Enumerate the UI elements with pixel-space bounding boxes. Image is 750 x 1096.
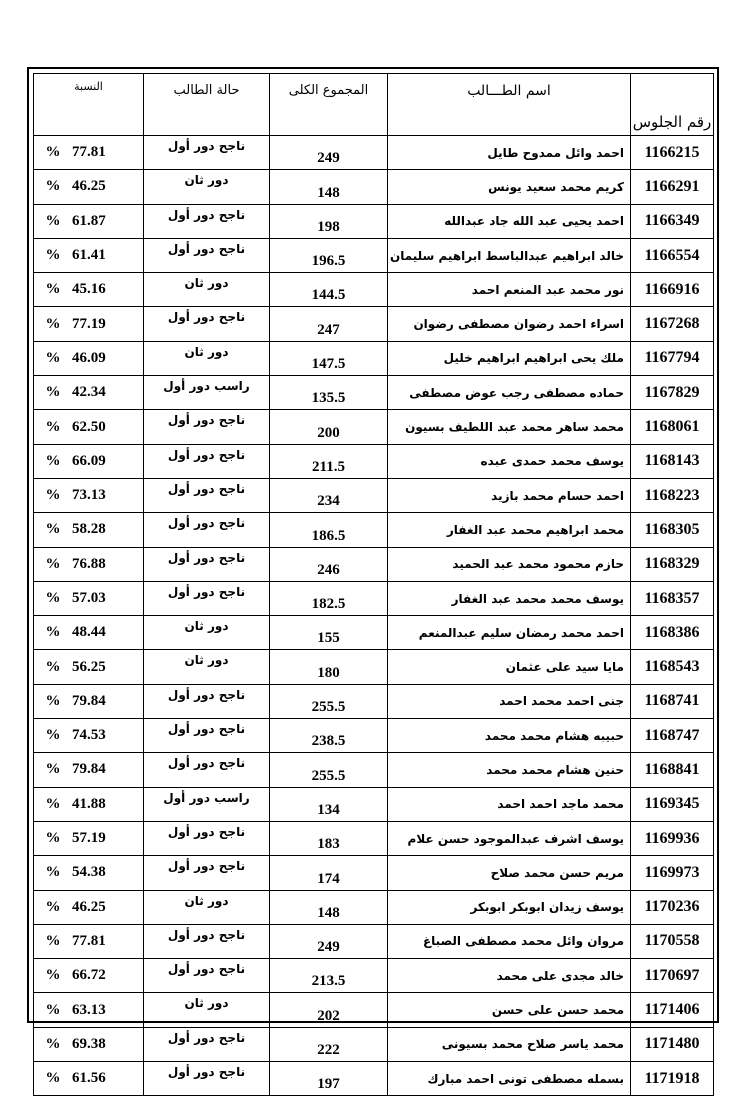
status-cell: ناجح دور أول bbox=[144, 924, 270, 958]
percentage-cell bbox=[34, 238, 144, 272]
table-row bbox=[34, 410, 714, 444]
percentage-value: 48.44 bbox=[72, 624, 106, 641]
table-row bbox=[34, 959, 714, 993]
student-name-cell: محمد حسن على حسن bbox=[388, 993, 631, 1027]
seat-number-cell: 1168061 bbox=[631, 410, 714, 444]
seat-number-cell: 1168223 bbox=[631, 478, 714, 512]
total-cell: 213.5 bbox=[270, 959, 388, 993]
percent-sign: % bbox=[45, 795, 61, 812]
table-row bbox=[34, 273, 714, 307]
percentage-value: 61.87 bbox=[72, 212, 106, 229]
student-name-cell: احمد يحيى عبد الله جاد عبدالله bbox=[388, 204, 631, 238]
percentage-cell bbox=[34, 821, 144, 855]
status-cell: ناجح دور أول bbox=[144, 204, 270, 238]
percentage-cell bbox=[34, 993, 144, 1027]
table-row bbox=[34, 993, 714, 1027]
seat-number-cell: 1170558 bbox=[631, 924, 714, 958]
percentage-header: النسبة bbox=[34, 74, 144, 136]
student-name-cell: يوسف زيدان ابوبكر ابوبكر bbox=[388, 890, 631, 924]
seat-number-cell: 1169973 bbox=[631, 856, 714, 890]
seat-number-cell: 1167829 bbox=[631, 376, 714, 410]
percentage-value: 63.13 bbox=[72, 1001, 106, 1018]
status-cell: ناجح دور أول bbox=[144, 753, 270, 787]
status-cell: دور ثان bbox=[144, 650, 270, 684]
status-cell: دور ثان bbox=[144, 170, 270, 204]
status-cell: ناجح دور أول bbox=[144, 136, 270, 170]
table-row bbox=[34, 513, 714, 547]
student-name-cell: احمد وائل ممدوح طايل bbox=[388, 136, 631, 170]
status-cell: ناجح دور أول bbox=[144, 547, 270, 581]
student-name-cell: احمد حسام محمد بازيد bbox=[388, 478, 631, 512]
percentage-cell bbox=[34, 684, 144, 718]
total-cell: 147.5 bbox=[270, 341, 388, 375]
student-name-cell: نور محمد عبد المنعم احمد bbox=[388, 273, 631, 307]
table-row bbox=[34, 170, 714, 204]
seat-number-cell: 1169345 bbox=[631, 787, 714, 821]
student-name-cell: حبيبه هشام محمد محمد bbox=[388, 719, 631, 753]
percent-sign: % bbox=[45, 864, 61, 881]
percentage-cell bbox=[34, 787, 144, 821]
percentage-cell bbox=[34, 170, 144, 204]
status-cell: ناجح دور أول bbox=[144, 581, 270, 615]
student-name-cell: محمد ابراهيم محمد عبد الغفار bbox=[388, 513, 631, 547]
table-row bbox=[34, 136, 714, 170]
status-cell: ناجح دور أول bbox=[144, 821, 270, 855]
table-row bbox=[34, 616, 714, 650]
total-cell: 186.5 bbox=[270, 513, 388, 547]
percent-sign: % bbox=[45, 555, 61, 572]
seat-number-cell: 1168747 bbox=[631, 719, 714, 753]
seat-number-cell: 1171918 bbox=[631, 1062, 714, 1096]
seat-number-cell: 1171480 bbox=[631, 1027, 714, 1061]
student-name-cell: جنى احمد محمد احمد bbox=[388, 684, 631, 718]
seat-number-cell: 1169936 bbox=[631, 821, 714, 855]
table-row bbox=[34, 547, 714, 581]
percent-sign: % bbox=[45, 521, 61, 538]
student-name-cell: يوسف اشرف عبدالموجود حسن علام bbox=[388, 821, 631, 855]
total-cell: 198 bbox=[270, 204, 388, 238]
status-cell: دور ثان bbox=[144, 993, 270, 1027]
percentage-value: 79.84 bbox=[72, 692, 106, 709]
percent-sign: % bbox=[45, 212, 61, 229]
table-header-row bbox=[34, 74, 714, 136]
student-name-cell: حنين هشام محمد محمد bbox=[388, 753, 631, 787]
status-cell: ناجح دور أول bbox=[144, 238, 270, 272]
percent-sign: % bbox=[45, 349, 61, 366]
seat-number-header: رقم الجلوس bbox=[631, 74, 714, 136]
status-cell: دور ثان bbox=[144, 341, 270, 375]
student-name-cell: محمد ماجد احمد احمد bbox=[388, 787, 631, 821]
total-cell: 238.5 bbox=[270, 719, 388, 753]
student-name-cell: مايا سيد على عثمان bbox=[388, 650, 631, 684]
percentage-value: 73.13 bbox=[72, 487, 106, 504]
percentage-value: 41.88 bbox=[72, 795, 106, 812]
percentage-cell bbox=[34, 341, 144, 375]
student-name-cell: احمد محمد رمضان سليم عبدالمنعم bbox=[388, 616, 631, 650]
percent-sign: % bbox=[45, 727, 61, 744]
total-cell: 246 bbox=[270, 547, 388, 581]
seat-number-cell: 1167794 bbox=[631, 341, 714, 375]
student-name-cell: اسراء احمد رضوان مصطفى رضوان bbox=[388, 307, 631, 341]
percent-sign: % bbox=[45, 624, 61, 641]
percentage-value: 57.03 bbox=[72, 590, 106, 606]
percent-sign: % bbox=[45, 898, 61, 915]
total-cell: 134 bbox=[270, 787, 388, 821]
table-row bbox=[34, 650, 714, 684]
table-row bbox=[34, 581, 714, 615]
table-row bbox=[34, 856, 714, 890]
total-cell: 174 bbox=[270, 856, 388, 890]
table-row bbox=[34, 787, 714, 821]
table-row bbox=[34, 890, 714, 924]
student-name-cell: محمد ياسر صلاح محمد بسيونى bbox=[388, 1027, 631, 1061]
percent-sign: % bbox=[45, 1035, 61, 1052]
student-name-cell: ملك يحى ابراهيم ابراهيم خليل bbox=[388, 341, 631, 375]
status-cell: ناجح دور أول bbox=[144, 307, 270, 341]
percentage-value: 45.16 bbox=[72, 281, 106, 298]
seat-number-cell: 1168143 bbox=[631, 444, 714, 478]
student-name-cell: بسمله مصطفى تونى احمد مبارك bbox=[388, 1062, 631, 1096]
seat-number-cell: 1170236 bbox=[631, 890, 714, 924]
table-row bbox=[34, 376, 714, 410]
percentage-value: 57.19 bbox=[72, 830, 106, 847]
percentage-cell bbox=[34, 273, 144, 307]
table-row bbox=[34, 1062, 714, 1096]
percentage-value: 62.50 bbox=[72, 418, 106, 435]
student-name-cell: يوسف محمد محمد عبد الغفار bbox=[388, 581, 631, 615]
percentage-value: 61.41 bbox=[72, 247, 106, 264]
percentage-value: 46.09 bbox=[72, 349, 106, 366]
percentage-cell bbox=[34, 376, 144, 410]
total-cell: 211.5 bbox=[270, 444, 388, 478]
seat-number-cell: 1171406 bbox=[631, 993, 714, 1027]
status-cell: دور ثان bbox=[144, 273, 270, 307]
percent-sign: % bbox=[45, 247, 61, 264]
seat-number-cell: 1167268 bbox=[631, 307, 714, 341]
total-cell: 249 bbox=[270, 136, 388, 170]
total-cell: 196.5 bbox=[270, 238, 388, 272]
percentage-cell bbox=[34, 444, 144, 478]
status-cell: راسب دور أول bbox=[144, 376, 270, 410]
total-cell: 148 bbox=[270, 170, 388, 204]
student-name-cell: كريم محمد سعيد يونس bbox=[388, 170, 631, 204]
total-cell: 234 bbox=[270, 478, 388, 512]
percentage-value: 58.28 bbox=[72, 521, 106, 538]
percent-sign: % bbox=[45, 384, 61, 401]
percentage-cell bbox=[34, 890, 144, 924]
percentage-value: 42.34 bbox=[72, 384, 106, 401]
total-header: المجموع الكلى bbox=[270, 74, 388, 136]
total-cell: 144.5 bbox=[270, 273, 388, 307]
seat-number-cell: 1166215 bbox=[631, 136, 714, 170]
status-cell: دور ثان bbox=[144, 616, 270, 650]
table-row bbox=[34, 684, 714, 718]
percentage-cell bbox=[34, 753, 144, 787]
percentage-value: 69.38 bbox=[72, 1035, 106, 1052]
student-name-cell: حازم محمود محمد عبد الحميد bbox=[388, 547, 631, 581]
percentage-cell bbox=[34, 650, 144, 684]
seat-number-cell: 1170697 bbox=[631, 959, 714, 993]
percent-sign: % bbox=[45, 144, 61, 161]
percent-sign: % bbox=[45, 1001, 61, 1018]
percentage-cell bbox=[34, 616, 144, 650]
total-cell: 180 bbox=[270, 650, 388, 684]
percentage-cell bbox=[34, 478, 144, 512]
percentage-value: 77.81 bbox=[72, 932, 106, 949]
student-name-cell: محمد ساهر محمد عبد اللطيف بسيون bbox=[388, 410, 631, 444]
seat-number-cell: 1168543 bbox=[631, 650, 714, 684]
results-table bbox=[33, 73, 714, 1096]
table-row bbox=[34, 307, 714, 341]
percent-sign: % bbox=[45, 692, 61, 709]
total-cell: 202 bbox=[270, 993, 388, 1027]
percentage-value: 61.56 bbox=[72, 1070, 106, 1087]
table-row bbox=[34, 924, 714, 958]
table-row bbox=[34, 341, 714, 375]
status-cell: راسب دور أول bbox=[144, 787, 270, 821]
percentage-value: 76.88 bbox=[72, 555, 106, 572]
percentage-cell bbox=[34, 136, 144, 170]
table-row bbox=[34, 1027, 714, 1061]
percent-sign: % bbox=[45, 315, 61, 332]
student-name-header: اسم الطـــالب bbox=[388, 74, 631, 136]
percent-sign: % bbox=[45, 418, 61, 435]
percentage-cell bbox=[34, 1027, 144, 1061]
results-sheet bbox=[27, 67, 719, 1093]
percentage-value: 66.09 bbox=[72, 452, 106, 469]
table-row bbox=[34, 238, 714, 272]
percent-sign: % bbox=[45, 761, 61, 778]
seat-number-cell: 1168357 bbox=[631, 581, 714, 615]
percentage-value: 46.25 bbox=[72, 178, 106, 195]
seat-number-cell: 1168305 bbox=[631, 513, 714, 547]
table-row bbox=[34, 444, 714, 478]
status-cell: ناجح دور أول bbox=[144, 959, 270, 993]
percent-sign: % bbox=[45, 1070, 61, 1087]
percent-sign: % bbox=[45, 281, 61, 298]
seat-number-cell: 1166349 bbox=[631, 204, 714, 238]
total-cell: 255.5 bbox=[270, 753, 388, 787]
total-cell: 222 bbox=[270, 1027, 388, 1061]
percentage-cell bbox=[34, 410, 144, 444]
seat-number-cell: 1168741 bbox=[631, 684, 714, 718]
percentage-value: 79.84 bbox=[72, 761, 106, 778]
percentage-cell bbox=[34, 513, 144, 547]
total-cell: 197 bbox=[270, 1062, 388, 1096]
status-cell: دور ثان bbox=[144, 890, 270, 924]
table-row bbox=[34, 204, 714, 238]
percentage-cell bbox=[34, 959, 144, 993]
status-header: حالة الطالب bbox=[144, 74, 270, 136]
seat-number-cell: 1168841 bbox=[631, 753, 714, 787]
total-cell: 249 bbox=[270, 924, 388, 958]
status-cell: ناجح دور أول bbox=[144, 1062, 270, 1096]
percent-sign: % bbox=[45, 932, 61, 949]
status-cell: ناجح دور أول bbox=[144, 478, 270, 512]
percentage-cell bbox=[34, 924, 144, 958]
seat-number-cell: 1168329 bbox=[631, 547, 714, 581]
percentage-cell bbox=[34, 204, 144, 238]
percentage-cell bbox=[34, 547, 144, 581]
percentage-value: 77.19 bbox=[72, 315, 106, 332]
seat-number-cell: 1168386 bbox=[631, 616, 714, 650]
total-cell: 247 bbox=[270, 307, 388, 341]
table-body bbox=[34, 136, 714, 1096]
percentage-value: 56.25 bbox=[72, 658, 106, 675]
percent-sign: % bbox=[45, 830, 61, 847]
total-cell: 200 bbox=[270, 410, 388, 444]
student-name-cell: يوسف محمد حمدى عبده bbox=[388, 444, 631, 478]
seat-number-cell: 1166291 bbox=[631, 170, 714, 204]
percentage-cell bbox=[34, 307, 144, 341]
status-cell: ناجح دور أول bbox=[144, 684, 270, 718]
percent-sign: % bbox=[45, 178, 61, 195]
status-cell: ناجح دور أول bbox=[144, 410, 270, 444]
status-cell: ناجح دور أول bbox=[144, 856, 270, 890]
percentage-value: 77.81 bbox=[72, 144, 106, 161]
student-name-cell: مريم حسن محمد صلاح bbox=[388, 856, 631, 890]
percentage-cell bbox=[34, 856, 144, 890]
table-row bbox=[34, 719, 714, 753]
percent-sign: % bbox=[45, 487, 61, 504]
percentage-cell bbox=[34, 581, 144, 615]
percentage-value: 66.72 bbox=[72, 967, 106, 984]
status-cell: ناجح دور أول bbox=[144, 513, 270, 547]
percent-sign: % bbox=[45, 452, 61, 469]
percent-sign: % bbox=[45, 590, 61, 606]
student-name-cell: خالد ابراهيم عبدالباسط ابراهيم سليمان bbox=[388, 238, 631, 272]
total-cell: 255.5 bbox=[270, 684, 388, 718]
status-cell: ناجح دور أول bbox=[144, 719, 270, 753]
total-cell: 155 bbox=[270, 616, 388, 650]
table-row bbox=[34, 753, 714, 787]
seat-number-cell: 1166916 bbox=[631, 273, 714, 307]
table-row bbox=[34, 478, 714, 512]
percentage-value: 46.25 bbox=[72, 898, 106, 915]
status-cell: ناجح دور أول bbox=[144, 1027, 270, 1061]
table-row bbox=[34, 821, 714, 855]
percentage-cell bbox=[34, 719, 144, 753]
total-cell: 135.5 bbox=[270, 376, 388, 410]
percent-sign: % bbox=[45, 967, 61, 984]
percentage-value: 74.53 bbox=[72, 727, 106, 744]
total-cell: 148 bbox=[270, 890, 388, 924]
student-name-cell: خالد مجدى على محمد bbox=[388, 959, 631, 993]
percent-sign: % bbox=[45, 658, 61, 675]
percentage-cell bbox=[34, 1062, 144, 1096]
total-cell: 183 bbox=[270, 821, 388, 855]
seat-number-cell: 1166554 bbox=[631, 238, 714, 272]
status-cell: ناجح دور أول bbox=[144, 444, 270, 478]
student-name-cell: مروان وائل محمد مصطفى الصباغ bbox=[388, 924, 631, 958]
student-name-cell: حماده مصطفى رجب عوض مصطفى bbox=[388, 376, 631, 410]
total-cell: 182.5 bbox=[270, 581, 388, 615]
percentage-value: 54.38 bbox=[72, 864, 106, 881]
